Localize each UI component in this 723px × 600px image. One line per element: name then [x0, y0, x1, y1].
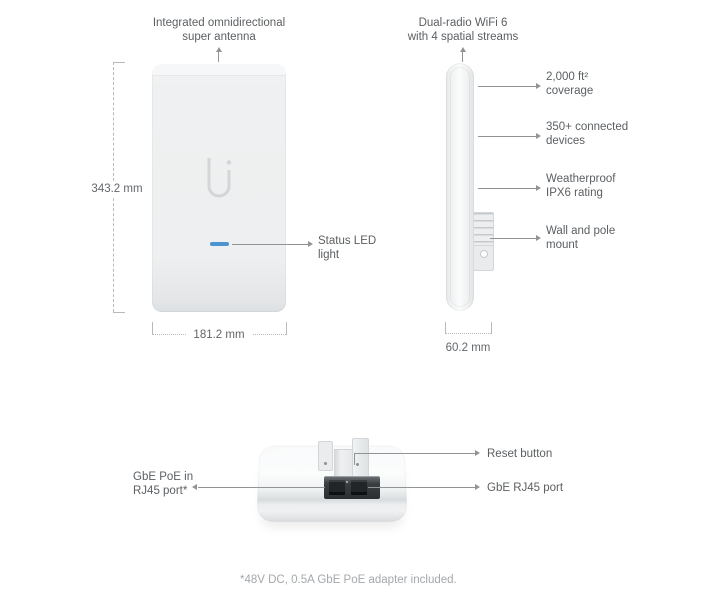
antenna-callout-line1: Integrated omnidirectional — [152, 17, 286, 29]
devices-leader-line — [478, 136, 538, 137]
wifi-leader-line — [462, 52, 463, 62]
led-arrow-icon — [308, 241, 313, 247]
side-mount-screw-hole — [480, 250, 488, 258]
width-dim-tick-right — [286, 322, 287, 335]
poe-callout-line2: RJ45 port* — [133, 485, 188, 497]
poe-arrow-icon — [192, 484, 197, 490]
coverage-arrow-icon — [536, 83, 541, 89]
wifi-callout — [363, 16, 563, 44]
weatherproof-leader-line — [478, 188, 538, 189]
side-device-inner-outline — [450, 67, 470, 307]
rj45-port-poe — [329, 480, 345, 495]
devices-callout-line2: devices — [546, 135, 585, 147]
antenna-callout — [119, 16, 319, 44]
led-callout-line1: Status LED — [318, 235, 377, 247]
poe-callout-line1: GbE PoE in — [133, 471, 194, 483]
antenna-callout-line2: super antenna — [182, 31, 256, 43]
reset-leader-vline — [354, 453, 355, 465]
antenna-arrow-up-icon — [216, 47, 222, 52]
depth-dim-line — [446, 333, 491, 334]
mount-callout — [546, 224, 615, 252]
weatherproof-arrow-icon — [536, 185, 541, 191]
reset-leader-line — [354, 453, 476, 454]
led-callout — [318, 234, 376, 262]
reset-callout: Reset button — [487, 448, 553, 460]
coverage-callout-line2: coverage — [546, 85, 594, 97]
led-callout-line2: light — [318, 249, 340, 261]
depth-dim-tick-right — [491, 322, 492, 334]
mount-leader-line — [490, 238, 538, 239]
devices-callout-line1: 350+ connected — [546, 121, 629, 133]
front-device-top-band — [152, 64, 286, 76]
mount-callout-line1: Wall and pole — [546, 225, 616, 237]
ubiquiti-logo-icon — [205, 157, 233, 203]
wifi-callout-line1: Dual-radio WiFi 6 — [418, 17, 508, 29]
devices-arrow-icon — [536, 133, 541, 139]
poe-adapter-footnote: *48V DC, 0.5A GbE PoE adapter included. — [240, 574, 457, 586]
poe-leader-line — [198, 487, 325, 488]
width-dim-label: 181.2 mm — [186, 327, 252, 343]
height-dim-cap-bottom — [113, 312, 125, 313]
mount-arrow-icon — [536, 235, 541, 241]
devices-callout — [546, 120, 628, 148]
led-leader-line — [232, 244, 309, 245]
side-mount-bracket-plate — [473, 245, 494, 271]
height-dim-cap-top — [113, 62, 125, 63]
side-mount-bracket-ribs — [471, 212, 494, 247]
depth-dim-label: 60.2 mm — [433, 340, 503, 356]
rj45-arrow-icon — [475, 484, 480, 490]
weatherproof-callout-line2: IPX6 rating — [546, 187, 603, 199]
bottom-bracket-tab-left — [318, 441, 333, 471]
wifi-arrow-up-icon — [460, 47, 466, 52]
coverage-leader-line — [478, 86, 538, 87]
rj45-callout: GbE RJ45 port — [487, 482, 564, 494]
wifi-callout-line2: with 4 spatial streams — [407, 31, 519, 43]
height-dim-label: 343.2 mm — [84, 181, 150, 197]
reset-arrow-icon — [475, 450, 480, 456]
coverage-callout — [546, 70, 593, 98]
antenna-leader-line — [218, 52, 219, 62]
rj45-leader-line — [368, 487, 476, 488]
poe-callout — [133, 470, 193, 498]
side-view-device — [446, 63, 474, 311]
bracket-screw-dot — [324, 462, 327, 465]
weatherproof-callout-line1: Weatherproof — [546, 173, 616, 185]
reset-button-dot — [356, 463, 359, 466]
status-led-indicator — [210, 242, 229, 246]
weatherproof-callout — [546, 172, 615, 200]
mount-callout-line2: mount — [546, 239, 578, 251]
port-led-dot — [346, 481, 348, 483]
coverage-callout-line1: 2,000 ft² — [546, 71, 589, 83]
rj45-port-lan — [351, 480, 367, 495]
